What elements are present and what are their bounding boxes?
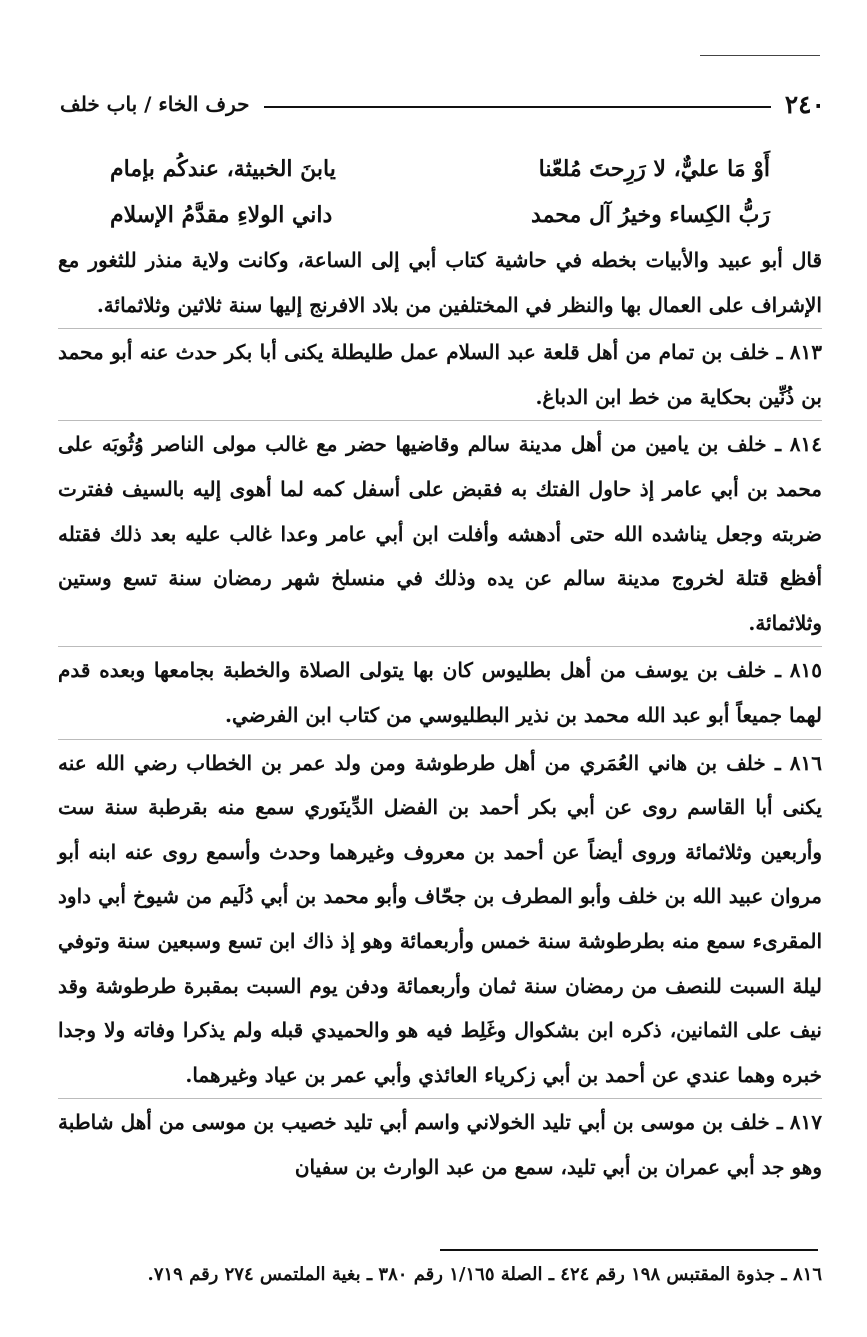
verse-first-hemistich: أَوْ مَا عليٌّ، لا رَرِحتَ مُلعّنا — [538, 156, 770, 182]
verse-first-hemistich: رَبُّ الكِساء وخيرُ آل محمد — [531, 202, 770, 228]
top-decorative-stroke — [700, 55, 820, 56]
entry-separator — [58, 328, 822, 329]
running-title: حرف الخاء / باب خلف — [60, 92, 250, 116]
poem-verses — [110, 146, 770, 238]
page-number: ٢٤٠ — [784, 89, 825, 119]
paragraph-commentary: قال أبو عبيد والأبيات بخطه في حاشية كتاب أبي إلى الساعة، وكانت ولاية منذر للثغور مع الإشراف على العمال بها والنظر في المختلفين من بلاد الافرنج إليها سنة ثلاثين وثلاثمائة. — [58, 248, 822, 317]
entry-816: ٨١٦ ـ خلف بن هاني العُمَري من أهل طرطوشة ومن ولد عمر بن الخطاب رضي الله عنه يكنى أبا القاسم روى عن أبي بكر أحمد بن الفضل الدِّينَوري سمع منه بقرطبة سنة ست وأربعين وثلاثمائة وروى أيضاً عن أحمد بن معروف وغيرهما وحدث وأسمع روى عنه ابنه أبو مروان عبيد الله بن خلف وأبو المطرف بن جحّاف وأبو محمد بن أبي دُلَيم من شيوخ أبي داود المقرىء سمع منه بطرطوشة سنة خمس وأربعمائة وهو إذ ذاك ابن تسع وسبعين سنة وتوفي ليلة السبت للنصف من رمضان سنة ثمان وأربعمائة ودفن يوم السبت بمقبرة طرطوشة وقد نيف على الثمانين، ذكره ابن بشكوال وغَلِط فيه هو والحميدي قبله ولم يذكرا وفاته ولا وجدا خبره وهما عندي عن أحمد بن أبي زكرياء العائذي وأبي عمر بن عياد وغيرهما. — [58, 750, 822, 1087]
entry-separator — [58, 646, 822, 647]
header-rule — [264, 106, 771, 108]
entry-separator — [58, 1098, 822, 1099]
verse-second-hemistich: يابنَ الخبيثة، عندكُم بإمام — [110, 156, 336, 182]
main-text — [58, 238, 822, 1189]
entry-separator — [58, 420, 822, 421]
verse-second-hemistich: داني الولاءِ مقدَّمُ الإسلام — [110, 202, 333, 228]
verse-line — [110, 146, 770, 192]
entry-817: ٨١٧ ـ خلف بن موسى بن أبي تليد الخولاني واسم أبي تليد خصيب بن موسى من أهل شاطبة وهو جد أبي عمران بن أبي تليد، سمع من عبد الوارث بن سفيان — [58, 1110, 822, 1179]
footnote-rule — [440, 1249, 818, 1251]
entry-814: ٨١٤ ـ خلف بن يامين من أهل مدينة سالم وقاضيها حضر مع غالب مولى الناصر وُثُوبَه على محمد بن أبي عامر إذ حاول الفتك به فقبض على أسفل كمه لما أهوى إليه بالسيف ففترت ضربته وجعل يناشده الله حتى أدهشه وأفلت ابن أبي عامر وعدا غالب عليه بعد ذلك فقتله أفظع قتلة لخروج مدينة سالم عن يده وذلك في منسلخ شهر رمضان سنة تسع وستين وثلاثمائة. — [58, 432, 822, 635]
footnote: ٨١٦ ـ جذوة المقتبس ١٩٨ رقم ٤٢٤ ـ الصلة ١/١٦٥ رقم ٣٨٠ ـ بغية الملتمس ٢٧٤ رقم ٧١٩. — [147, 1264, 822, 1285]
entry-815: ٨١٥ ـ خلف بن يوسف من أهل بطليوس كان بها يتولى الصلاة والخطبة بجامعها وبعده قدم لهما جميعاً أبو عبد الله محمد بن نذير البطليوسي من كتاب ابن الفرضي. — [58, 658, 823, 727]
entry-separator — [58, 739, 822, 740]
verse-line — [110, 192, 770, 238]
entry-813: ٨١٣ ـ خلف بن تمام من أهل قلعة عبد السلام عمل طليطلة يكنى أبا بكر حدث عنه أبو محمد بن ذُنِّين بحكاية من خط ابن الدباغ. — [58, 340, 822, 409]
page-header — [60, 84, 825, 124]
